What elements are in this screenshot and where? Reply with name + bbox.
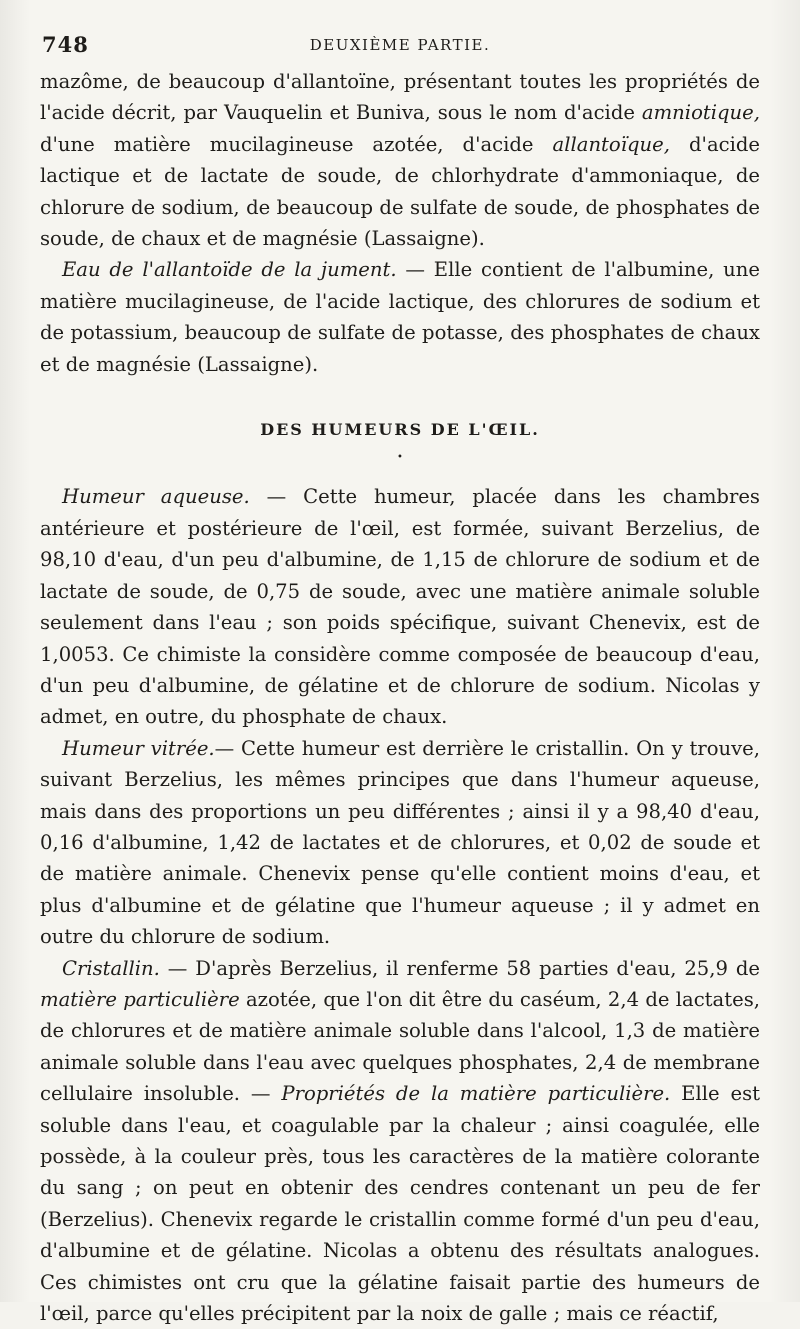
- paragraph-cristallin: Cristallin. — D'après Berzelius, il renferme 58 parties d'eau, 25,9 de matière particulière azotée, que l'on dit être du caséum, 2,4 de lactates, de chlorures et de matière animale soluble dans l'alcool, 1,3 de matière animale soluble dans l'eau avec quelques phosphates, 2,4 de membrane cellulaire insoluble. — Propriétés de la matière particulière. Elle est soluble dans l'eau, et coagulable par la chaleur ; ainsi coagulée, elle possède, à la couleur près, tous les caractères de la matière colorante du sang ; on peut en obtenir des cendres contenant un peu de fer (Berzelius). Chenevix regarde le cristallin comme formé d'un peu d'eau, d'albumine et de gélatine. Nicolas a obtenu des résultats analogues. Ces chimistes ont cru que la gélatine faisait partie des humeurs de l'œil, parce qu'elles précipitent par la noix de galle ; mais ce réactif,: [40, 956, 761, 1326]
- italic-term: matière particulière: [40, 987, 240, 1011]
- section-ornament: •: [397, 452, 403, 464]
- paragraph-allantoide: Eau de l'allantoïde de la jument. — Elle contient de l'albumine, une matière mucilagineuse, de l'acide lactique, des chlorures de sodium et de potassium, beaucoup de sulfate de potasse, des phosphates de chaux et de magnésie (Lassaigne).: [40, 258, 760, 376]
- italic-term: allantoïque,: [552, 132, 670, 156]
- paragraph-heading: Humeur vitrée.: [62, 736, 215, 760]
- paragraph-humeur-vitree: Humeur vitrée.— Cette humeur est derrière le cristallin. On y trouve, suivant Berzelius, les mêmes principes que dans l'humeur aqueuse, mais dans des proportions un peu différentes ; ainsi il y a 98,40 d'eau, 0,16 d'albumine, 1,42 de lactates et de chlorures, et 0,02 de soude et de matière animale. Chenevix pense qu'elle contient moins d'eau, et plus d'albumine et de gélatine que l'humeur aqueuse ; il y admet en outre du chlorure de sodium.: [40, 736, 761, 949]
- italic-term: amniotique,: [641, 101, 760, 125]
- italic-term: Propriétés de la matière particulière.: [281, 1082, 671, 1106]
- body-text: [40, 66, 760, 1329]
- paragraph-heading: Cristallin.: [62, 956, 160, 980]
- paragraph-humeur-aqueuse: Humeur aqueuse. — Cette humeur, placée dans les chambres antérieure et postérieure de l'œil, est formée, suivant Berzelius, de 98,10 d'eau, d'un peu d'albumine, de 1,15 de chlorure de sodium et de lactate de soude, de 0,75 de soude, avec une matière animale soluble seulement dans l'eau ; son poids spécifique, suivant Chenevix, est de 1,0053. Ce chimiste la considère comme composée de beaucoup d'eau, d'un peu d'albumine, de gélatine et de chlorure de sodium. Nicolas y admet, en outre, du phosphate de chaux.: [40, 485, 760, 729]
- page-header: [40, 30, 760, 66]
- paragraph-heading: Eau de l'allantoïde de la jument.: [62, 258, 397, 282]
- section-title: DES HUMEURS DE L'ŒIL.: [260, 420, 540, 440]
- paragraph-heading: Humeur aqueuse.: [62, 485, 250, 509]
- paragraph-continuation: mazôme, de beaucoup d'allantoïne, présentant toutes les propriétés de l'acide décrit, par Vauquelin et Buniva, sous le nom d'acide amniotique, d'une matière mucilagineuse azotée, d'acide allantoïque, d'acide lactique et de lactate de soude, de chlorhydrate d'ammoniaque, de chlorure de sodium, de beaucoup de sulfate de soude, de phosphates de soude, de chaux et de magnésie (Lassaigne).: [40, 70, 760, 251]
- page-number: 748: [42, 32, 89, 57]
- running-head: DEUXIÈME PARTIE.: [309, 36, 491, 54]
